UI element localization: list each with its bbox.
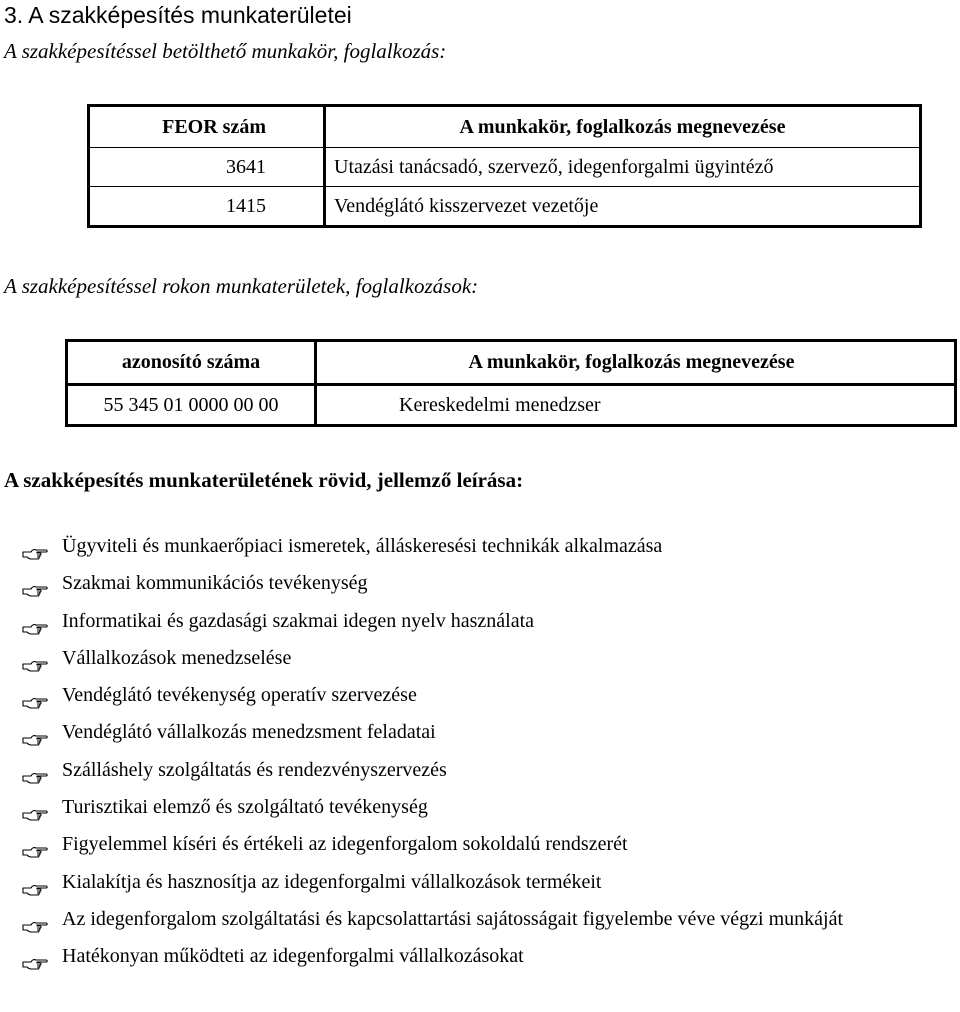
list-item bbox=[0, 789, 950, 826]
pointing-hand-icon bbox=[22, 836, 48, 852]
occupation-name: Kereskedelmi menedzser bbox=[399, 393, 601, 416]
list-item-text: Szakmai kommunikációs tevékenység bbox=[62, 572, 368, 595]
table-row bbox=[67, 385, 956, 426]
header-feor: FEOR szám bbox=[89, 106, 325, 148]
pointing-hand-icon bbox=[22, 948, 48, 964]
description-list bbox=[0, 528, 950, 976]
list-item-text: Ügyviteli és munkaerőpiaci ismeretek, álláskeresési technikák alkalmazása bbox=[62, 535, 663, 557]
list-item bbox=[0, 677, 950, 714]
pointing-hand-icon bbox=[22, 911, 48, 927]
occupation-name: Utazási tanácsadó, szervező, idegenforgalmi ügyintéző bbox=[325, 148, 921, 187]
pointing-hand-icon bbox=[22, 687, 48, 703]
list-item-text: Szálláshely szolgáltatás és rendezvényszervezés bbox=[62, 758, 447, 781]
list-item bbox=[0, 714, 950, 751]
pointing-hand-icon bbox=[22, 799, 48, 815]
list-item bbox=[0, 826, 950, 863]
pointing-hand-icon bbox=[22, 762, 48, 778]
pointing-hand-icon bbox=[22, 575, 48, 591]
pointing-hand-icon bbox=[22, 874, 48, 890]
description-label: A szakképesítés munkaterületének rövid, jellemző leírása: bbox=[4, 468, 524, 492]
header-identifier: azonosító száma bbox=[67, 341, 316, 385]
list-item bbox=[0, 938, 950, 975]
list-item-text: Informatikai és gazdasági szakmai idegen nyelv használata bbox=[62, 609, 535, 632]
occupation-name: Vendéglátó kisszervezet vezetője bbox=[325, 187, 921, 227]
occupations-table bbox=[87, 104, 922, 228]
related-table bbox=[65, 339, 957, 427]
list-item-text: Az idegenforgalom szolgáltatási és kapcsolattartási sajátosságait figyelembe véve végzi munkáját bbox=[62, 907, 844, 930]
table-header-row bbox=[89, 106, 921, 148]
pointing-hand-icon bbox=[22, 650, 48, 666]
identifier-number: 55 345 01 0000 00 00 bbox=[67, 385, 316, 426]
header-occupation-name: A munkakör, foglalkozás megnevezése bbox=[325, 106, 921, 148]
section-heading: 3. A szakképesítés munkaterületei bbox=[4, 2, 352, 28]
list-item bbox=[0, 752, 950, 789]
header-occupation-name: A munkakör, foglalkozás megnevezése bbox=[316, 341, 956, 385]
list-item bbox=[0, 864, 950, 901]
list-item-text: Turisztikai elemző és szolgáltató tevékenység bbox=[62, 796, 428, 819]
list-item bbox=[0, 901, 950, 938]
feor-code: 1415 bbox=[89, 187, 325, 227]
list-item bbox=[0, 640, 950, 677]
list-item-text: Vendéglátó tevékenység operatív szervezése bbox=[62, 684, 417, 707]
occupations-label: A szakképesítéssel betölthető munkakör, foglalkozás: bbox=[4, 39, 447, 63]
list-item-text: Figyelemmel kíséri és értékeli az idegenforgalom sokoldalú rendszerét bbox=[62, 833, 628, 856]
list-item-text: Vendéglátó vállalkozás menedzsment feladatai bbox=[62, 721, 436, 744]
pointing-hand-icon bbox=[22, 613, 48, 629]
pointing-hand-icon bbox=[22, 538, 48, 554]
table-row bbox=[89, 187, 921, 227]
table-row bbox=[89, 148, 921, 187]
feor-code: 3641 bbox=[89, 148, 325, 187]
list-item bbox=[0, 603, 950, 640]
list-item-text: Hatékonyan működteti az idegenforgalmi vállalkozásokat bbox=[62, 945, 524, 968]
list-item-text: Kialakítja és hasznosítja az idegenforgalmi vállalkozások termékeit bbox=[62, 870, 602, 893]
list-item bbox=[0, 565, 950, 602]
list-item-text: Vállalkozások menedzselése bbox=[62, 646, 292, 669]
table-header-row bbox=[67, 341, 956, 385]
related-label: A szakképesítéssel rokon munkaterületek, foglalkozások: bbox=[4, 274, 479, 298]
pointing-hand-icon bbox=[22, 724, 48, 740]
list-item bbox=[0, 528, 950, 565]
